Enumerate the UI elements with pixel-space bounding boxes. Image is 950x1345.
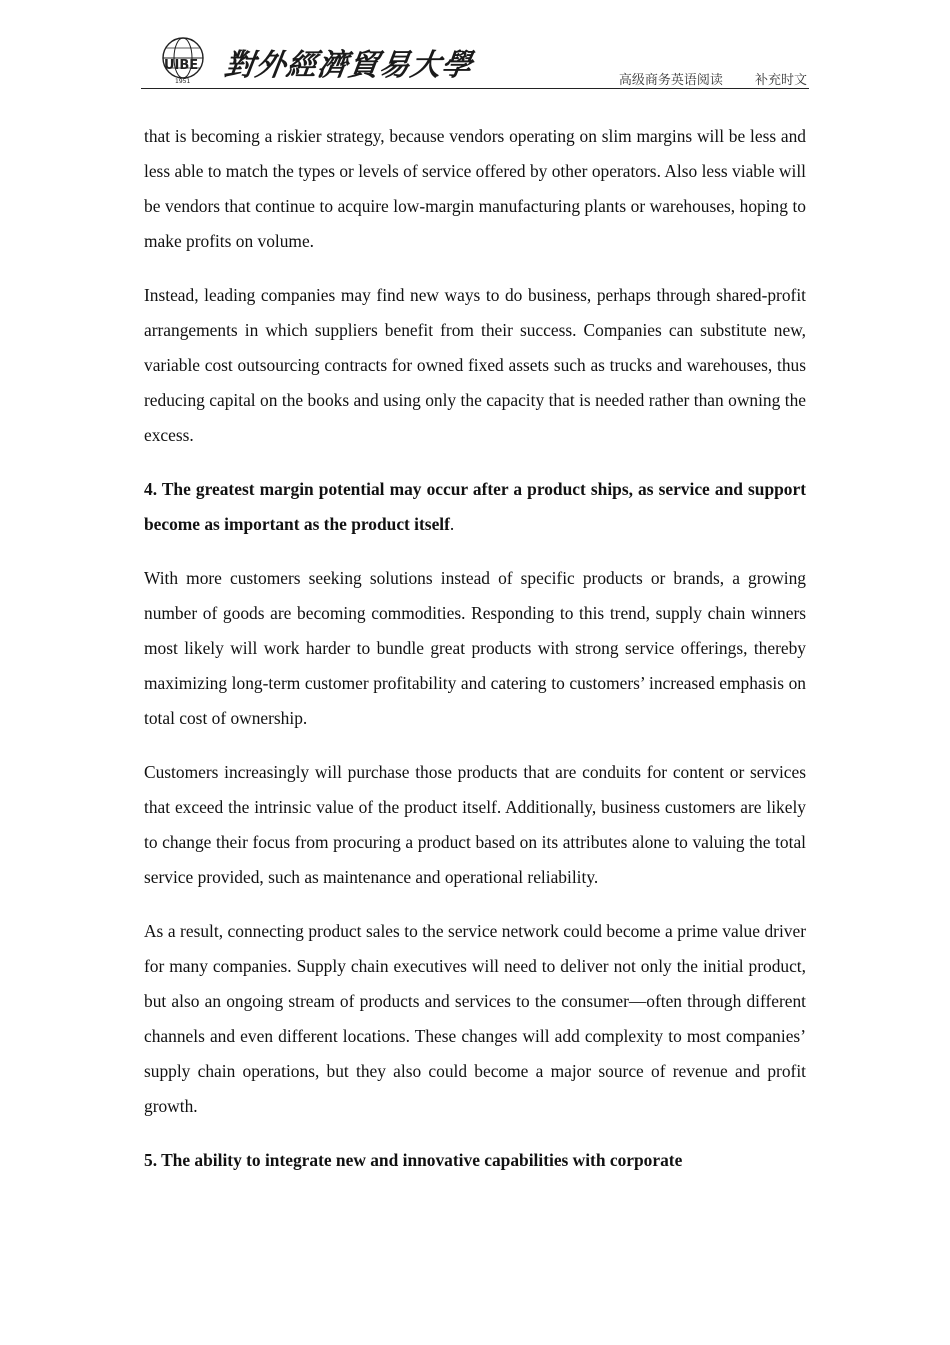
course-title: 高级商务英语阅读: [618, 73, 723, 88]
paragraph-3: With more customers seeking solutions instead of specific products or brands, a growing number of goods are becoming commodities. Responding to this trend, supply chain winners most likely will work harder to bundle great products with strong service offerings, thereby maximizing long-term customer profitability and catering to customers’ increased emphasis on total cost of ownership.: [144, 568, 806, 728]
section-title: 补充时文: [754, 73, 807, 88]
heading-4-period: .: [449, 514, 455, 534]
header-titles: [619, 69, 807, 88]
svg-text:UIBE: UIBE: [164, 58, 199, 73]
paragraph-4: Customers increasingly will purchase those products that are conduits for content or services that exceed the intrinsic value of the product itself. Additionally, business customers are likely to change their focus from procuring a product based on its attributes alone to valuing the total service provided, such as maintenance and operational reliability.: [144, 762, 806, 887]
svg-text:1951: 1951: [175, 78, 191, 84]
document-body: [144, 119, 806, 1197]
heading-4-text: 4. The greatest margin potential may occur after a product ships, as service and support become as important as the product itself: [144, 479, 806, 534]
heading-5-text: 5. The ability to integrate new and innovative capabilities with corporate: [144, 1150, 683, 1170]
paragraph-1: that is becoming a riskier strategy, because vendors operating on slim margins will be less and less able to match the types or levels of service offered by other operators. Also less viable will be vendors that continue to acquire low-margin manufacturing plants or warehouses, hoping to make profits on volume.: [144, 126, 806, 251]
university-seal-icon: [161, 34, 217, 84]
page-header: [141, 28, 809, 89]
paragraph-2: Instead, leading companies may find new ways to do business, perhaps through shared-profit arrangements in which suppliers benefit from their success. Companies can substitute new, variable cost outsourcing contracts for owned fixed assets such as trucks and warehouses, thus reducing capital on the books and using only the capacity that is needed rather than owning the excess.: [144, 285, 806, 445]
section-heading-4: [144, 472, 806, 542]
paragraph-5: As a result, connecting product sales to the service network could become a prime value driver for many companies. Supply chain executives will need to deliver not only the initial product, but also an ongoing stream of products and services to the consumer—often through different channels and even different locations. These changes will add complexity to most companies’ supply chain operations, but they also could become a major source of revenue and profit growth.: [144, 921, 806, 1116]
section-heading-5: [144, 1143, 806, 1178]
university-name-logo: 對外經濟貿易大學: [222, 48, 475, 83]
